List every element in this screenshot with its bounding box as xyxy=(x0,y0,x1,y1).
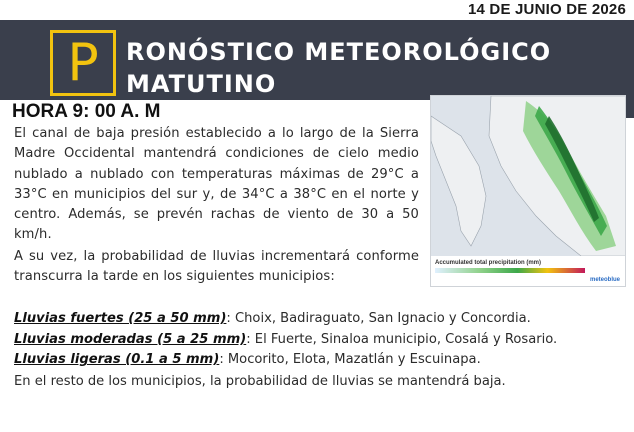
rain-item-label: Lluvias ligeras (0.1 a 5 mm) xyxy=(14,352,220,367)
logo-box xyxy=(50,30,116,96)
rain-item-light xyxy=(14,352,629,367)
map-caption: Accumulated total precipitation (mm) xyxy=(435,260,542,266)
forecast-paragraph-2: A su vez, la probabilidad de lluvias incrementará conforme transcurra la tarde en los siguientes municipios: xyxy=(14,249,419,285)
map-brand: meteoblue xyxy=(589,277,620,283)
rain-item-moderate xyxy=(14,332,629,347)
precipitation-map-graphic xyxy=(431,96,626,287)
rain-item-text: : Mocorito, Elota, Mazatlán y Escuinapa. xyxy=(219,352,481,367)
logo-letter: P xyxy=(67,33,99,93)
hora-strip xyxy=(0,100,430,122)
date-bar xyxy=(0,0,634,20)
closing-sentence: En el resto de los municipios, la probabilidad de lluvias se mantendrá baja. xyxy=(14,374,506,389)
map-legend-scale xyxy=(435,268,585,273)
rain-item-label: Lluvias fuertes (25 a 50 mm) xyxy=(14,311,227,326)
title-line-1: RONÓSTICO METEOROLÓGICO xyxy=(126,38,552,66)
report-time: HORA 9: 00 A. M xyxy=(12,101,161,122)
report-date: 14 DE JUNIO DE 2026 xyxy=(467,1,626,18)
title-line-2: MATUTINO xyxy=(126,70,277,98)
rain-item-heavy xyxy=(14,311,629,326)
precipitation-map xyxy=(430,95,626,287)
rain-item-text: : Choix, Badiraguato, San Ignacio y Concordia. xyxy=(226,311,531,326)
forecast-paragraph-1: El canal de baja presión establecido a lo largo de la Sierra Madre Occidental mantendrá condiciones de cielo medio nublado a nublado con temperaturas máximas de 29°C a 33°C en municipios del sur y, de 34°C a 38°C en el norte y centro. Además, se prevén rachas de viento de 30 a 50 km/h. xyxy=(14,126,419,243)
rain-item-text: : El Fuerte, Sinaloa municipio, Cosalá y Rosario. xyxy=(246,332,558,347)
rain-item-label: Lluvias moderadas (5 a 25 mm) xyxy=(14,332,247,347)
